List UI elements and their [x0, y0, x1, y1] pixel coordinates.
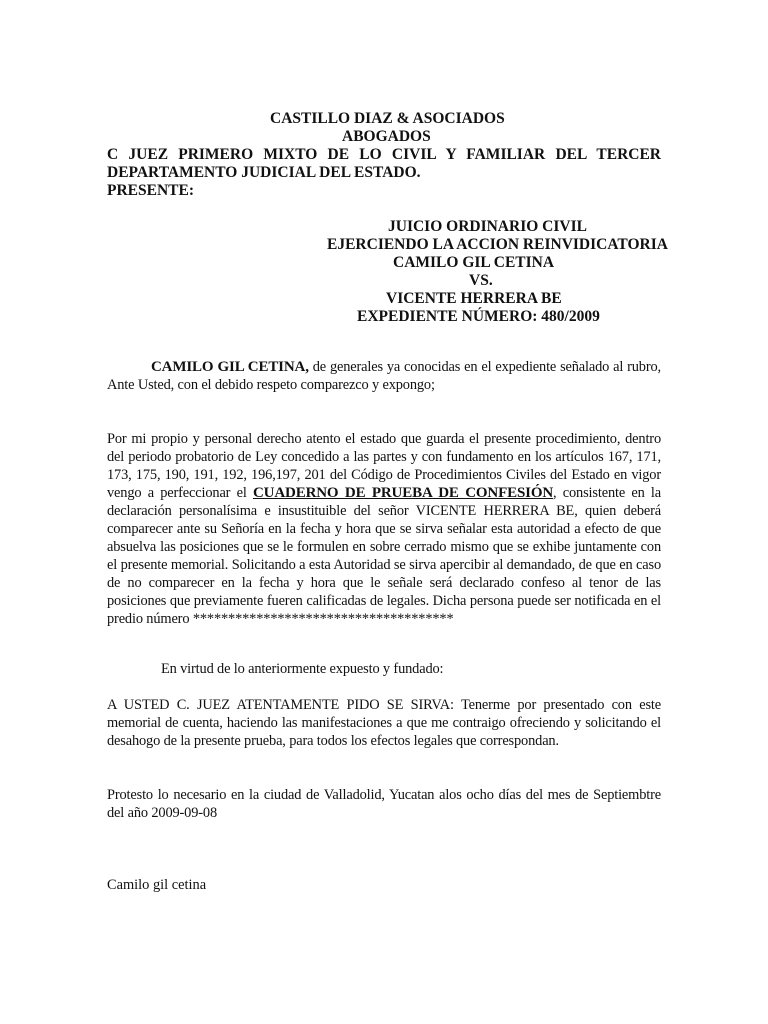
intro-name: CAMILO GIL CETINA,	[151, 359, 309, 375]
main-paragraph-text-1: Por mi propio y personal derecho atento el estado que guarda el presente procedimiento, dentro del periodo probatorio de Ley concedido a las partes y con fundamento en los artículos 167, 171, 173, 175, 190, 191, 192, 196,197, 201 del Código de Procedimientos Civiles del Estado en vigor vengo a perfeccionar el	[107, 431, 661, 501]
case-action: EJERCIENDO LA ACCION REINVIDICATORIA	[327, 236, 668, 253]
addressee-line-1: C JUEZ PRIMERO MIXTO DE LO CIVIL Y FAMILIAR DEL TERCER	[107, 146, 661, 163]
signature-name: Camilo gil cetina	[107, 877, 207, 893]
case-type: JUICIO ORDINARIO CIVIL	[388, 218, 587, 235]
case-plaintiff: CAMILO GIL CETINA	[393, 254, 555, 271]
protest-paragraph: Protesto lo necesario en la ciudad de Valladolid, Yucatan alos ocho días del mes de Septiembtre del año 2009-09-08	[107, 787, 661, 821]
case-file-number: EXPEDIENTE NÚMERO: 480/2009	[357, 308, 600, 325]
presente-label: PRESENTE:	[107, 182, 194, 199]
case-defendant: VICENTE HERRERA BE	[386, 290, 562, 307]
firm-subtitle: ABOGADOS	[342, 128, 431, 145]
petition-paragraph: A USTED C. JUEZ ATENTAMENTE PIDO SE SIRVA: Tenerme por presentado con este memorial de cuenta, haciendo las manifestaciones a que me contraigo ofreciendo y solicitando el desahogo de la presente prueba, para todos los efectos legales que correspondan.	[107, 697, 661, 749]
firm-name: CASTILLO DIAZ & ASOCIADOS	[270, 110, 505, 127]
cuaderno-prueba-title: CUADERNO DE PRUEBA DE CONFESIÓN	[252, 485, 554, 501]
case-vs: VS.	[469, 272, 493, 289]
addressee-line-2: DEPARTAMENTO JUDICIAL DEL ESTADO.	[107, 164, 421, 181]
intro-paragraph	[107, 358, 661, 394]
main-paragraph	[107, 430, 661, 628]
intro-text: de generales ya conocidas en el expediente señalado al rubro, Ante Usted, con el debido respeto comparezco y expongo;	[107, 359, 661, 393]
conclusion-intro: En virtud de lo anteriormente expuesto y fundado:	[161, 661, 444, 677]
main-paragraph-text-2: , consistente en la declaración personalísima e insustituible del señor VICENTE HERRERA BE, quien deberá comparecer ante su Señoría en la fecha y hora que se sirva señalar esta autoridad a efecto de que absuelva las posiciones que se le formulen en sobre cerrado mismo que se exhibe juntamente con el presente memorial. Solicitando a esta Autoridad se sirva apercibir al demandado, de que en caso de no comparecer en la fecha y hora que le señale será declarado confeso al tenor de las posiciones que previamente fueren calificadas de legales. Dicha persona puede ser notificada en el predio número *************************************	[107, 485, 662, 627]
